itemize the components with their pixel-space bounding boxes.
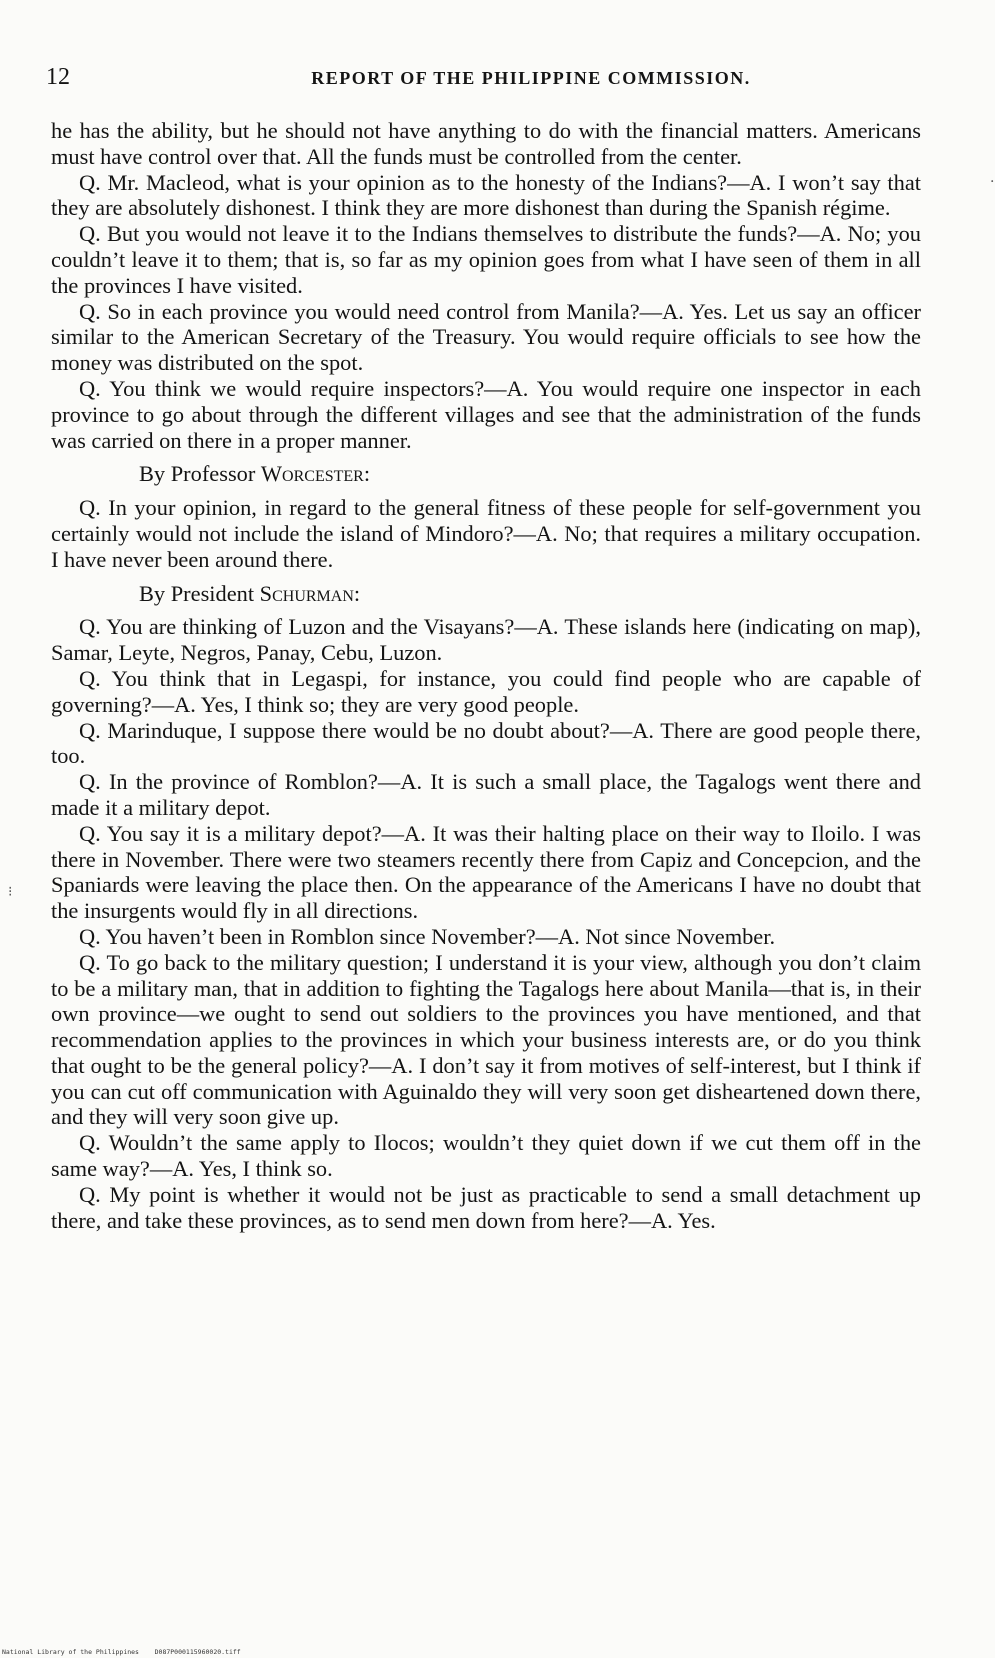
paragraph: Q. To go back to the military question; I understand it is your view, although you don’t claim to be a military man, that in addition to fighting the Tagalogs here about Manila—that is, in their own province—we ought to send out soldiers to the provinces you have mentioned, and that recommendation applies to the provinces in which your business interests are, or do you think that ought to be the general policy?—A. I don’t say it from motives of self-interest, but I think if you can cut off communication with Aguinaldo they will very soon get disheartened down there, and they will very soon give up.: [51, 949, 921, 1130]
speaker-prefix: By Professor: [139, 461, 261, 487]
paragraph: Q. So in each province you would need control from Manila?—A. Yes. Let us say an officer similar to the American Secretary of the Treasury. You would require officials to see how the money was distributed on the spot.: [51, 298, 921, 376]
paragraph: Q. You say it is a military depot?—A. It was their halting place on their way to Iloilo. I was there in November. There were two steamers recently there from Capiz and Concepcion, and the Spaniards were leaving the place then. On the appearance of the Americans I have no doubt that the insurgents would fly in all directions.: [51, 820, 921, 924]
page-number: 12: [46, 64, 70, 90]
paragraph: Q. You are thinking of Luzon and the Visayans?—A. These islands here (indicating on map), Samar, Leyte, Negros, Panay, Cebu, Luzon.: [51, 614, 921, 666]
paragraph: Q. Wouldn’t the same apply to Ilocos; wouldn’t they quiet down if we cut them off in the same way?—A. Yes, I think so.: [51, 1130, 921, 1182]
paragraph: he has the ability, but he should not have anything to do with the financial matters. Americans must have control over that. All the funds must be controlled from the center.: [51, 118, 921, 169]
paragraph: Q. You haven’t been in Romblon since November?—A. Not since November.: [79, 923, 776, 949]
paragraph: Q. You think we would require inspectors?—A. You would require one inspector in each province to go about through the different villages and see that the administration of the funds was carried on there in a proper manner.: [51, 375, 921, 453]
speaker-heading-schurman: [51, 581, 921, 607]
body-text: [51, 118, 921, 1233]
running-title: REPORT OF THE PHILIPPINE COMMISSION.: [311, 68, 751, 88]
scan-speck: ⁝: [8, 884, 13, 900]
paragraph: Q. In the province of Romblon?—A. It is such a small place, the Tagalogs went there and made it a military depot.: [51, 769, 921, 820]
scan-speck: ·: [990, 174, 995, 190]
speaker-name: Schurman:: [259, 580, 361, 606]
speaker-heading-worcester: [51, 461, 921, 487]
paragraph: Q. Mr. Macleod, what is your opinion as to the honesty of the Indians?—A. I won’t say that they are absolutely dishonest. I think they are more dishonest than during the Spanish régime.: [51, 169, 921, 221]
paragraph: Q. You think that in Legaspi, for instance, you could find people who are capable of governing?—A. Yes, I think so; they are very good people.: [51, 665, 921, 717]
page-header: [46, 64, 926, 96]
speaker-name: Worcester:: [260, 461, 371, 487]
speaker-prefix: By President: [139, 580, 260, 606]
paragraph: Q. My point is whether it would not be just as practicable to send a small detachment up there, and take these provinces, as to send men down from here?—A. Yes.: [51, 1181, 921, 1233]
paragraph: Q. But you would not leave it to the Indians themselves to distribute the funds?—A. No; you couldn’t leave it to them; that is, so far as my opinion goes from what I have seen of them in all the provinces I have visited.: [51, 221, 921, 298]
paragraph: Q. Marinduque, I suppose there would be no doubt about?—A. There are good people there, too.: [51, 717, 921, 769]
scan-footer: National Library of the Philippines D087P000115960020.tiff: [2, 1648, 241, 1656]
paragraph: Q. In your opinion, in regard to the general fitness of these people for self-government you certainly would not include the island of Mindoro?—A. No; that requires a military occupation. I have never been around there.: [51, 495, 921, 572]
